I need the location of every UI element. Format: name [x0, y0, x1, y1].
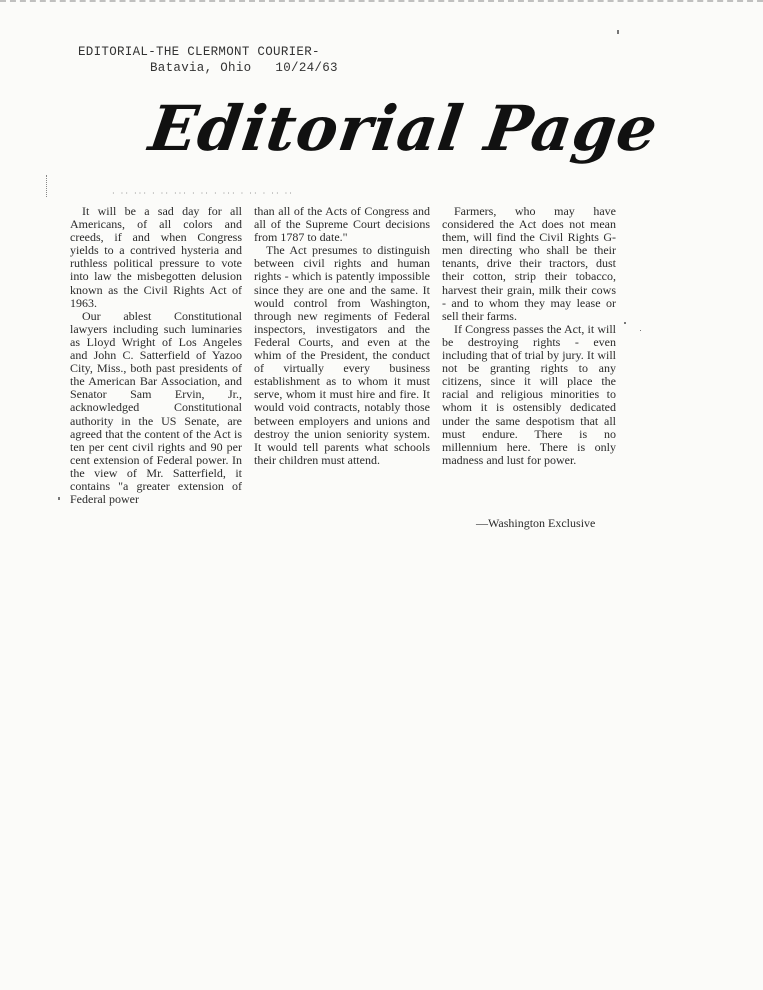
article-column-3: [442, 205, 616, 467]
margin-mark: [46, 175, 48, 197]
paragraph: than all of the Acts of Congress and all of the Supreme Court decisions from 1787 to date.": [254, 204, 430, 245]
bleed-through-rule: · ·· ··· · ·· ··· · ·· · ··· · ·· · ·· ··: [112, 189, 294, 198]
paragraph: Farmers, who may have considered the Act does not mean them, will find the Civil Rights G-men directing who shall be their tenants, drive their tractors, dust their cotton, strip their tobacco, harvest their grain, milk their cows - and to whom they may lease or sell their farms.: [442, 204, 616, 323]
speck: [624, 322, 626, 324]
source-line: EDITORIAL-THE CLERMONT COURIER-: [78, 45, 320, 59]
speck: [58, 497, 60, 500]
article-column-1: [70, 205, 242, 506]
source-place-date: [150, 60, 338, 76]
byline: —Washington Exclusive: [476, 516, 596, 530]
editorial-page-masthead: Editorial Page: [144, 92, 663, 165]
source-date: 10/24/63: [275, 61, 338, 75]
paragraph: The Act presumes to distinguish between civil rights and human rights - which is patently impossible since they are one and the same. It would control from Washington, through new regiments of Federal inspectors, investigators and the Federal Courts, and even at the whim of the President, the conduct of virtually every business establishment as to whom it must serve, whom it must hire and fire. It would void contracts, notably those between employers and unions and destroy the union seniority system. It would tell parents what schools their children must attend.: [254, 243, 430, 467]
source-place: Batavia, Ohio: [150, 61, 252, 75]
article-column-2: [254, 205, 430, 467]
paragraph: It will be a sad day for all Americans, of all colors and creeds, if and when Congress yields to a contrived hysteria and ruthless political pressure to vote into law the misbegotten delusion known as the Civil Rights Act of 1963.: [70, 204, 242, 310]
clipping-source-header: [78, 44, 338, 76]
paragraph: If Congress passes the Act, it will be destroying rights - even including that of trial by jury. It will not be granting rights to any citizens, since it will place the racial and religious minorities to whom it is ostensibly dedicated under the same despotism that all must endure. There is no millennium here. There is only madness and lust for power.: [442, 321, 616, 467]
top-edge-dashes: [0, 0, 763, 8]
speck: [640, 330, 641, 331]
paragraph: Our ablest Constitutional lawyers including such luminaries as Lloyd Wright of Los Angeles and John C. Satterfield of Yazoo City, Miss., both past presidents of the American Bar Association, and Senator Sam Ervin, Jr., acknowledged Constitutional authority in the US Senate, are agreed that the content of the Act is ten per cent civil rights and 90 per cent extension of Federal power. In the view of Mr. Satterfield, it contains "a greater extension of Federal power: [70, 308, 242, 507]
speck: [617, 30, 619, 34]
